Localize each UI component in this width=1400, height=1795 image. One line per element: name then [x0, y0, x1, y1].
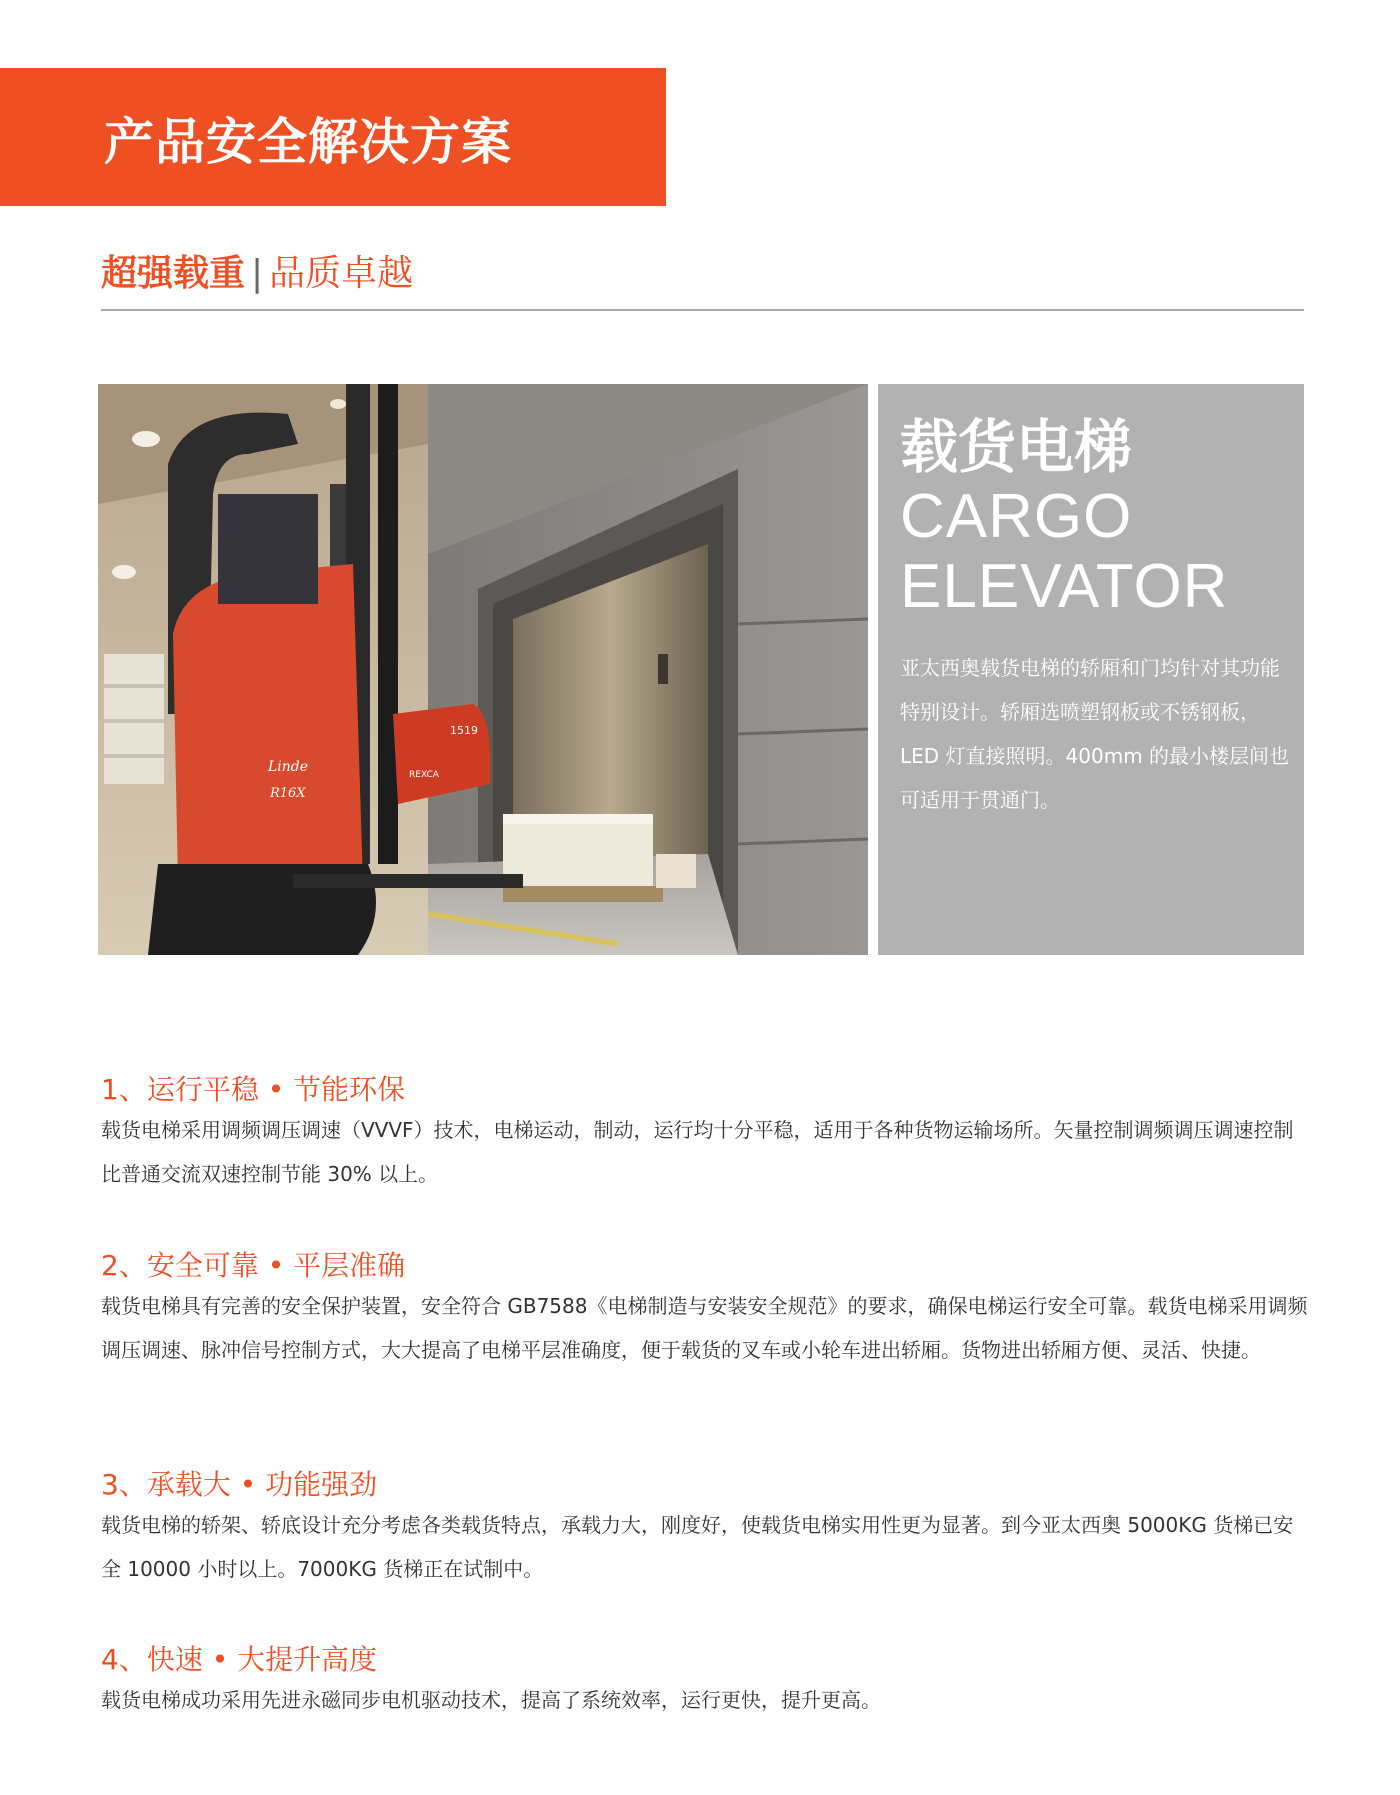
title-banner	[0, 68, 666, 206]
cargo-elevator-photo	[98, 384, 868, 955]
forklift-brand-label: Linde	[268, 759, 309, 775]
feature-section-1	[101, 1072, 1311, 1196]
forklift-number-label: 1519	[450, 724, 478, 737]
subtitle	[101, 252, 413, 296]
forklift-model-label: R16X	[270, 786, 306, 801]
feature-title: 1、运行平稳 • 节能环保	[101, 1073, 406, 1106]
feature-body: 载货电梯具有完善的安全保护装置，安全符合 GB7588《电梯制造与安装安全规范》的要求，确保电梯运行安全可靠。载货电梯采用调频调压调速、脉冲信号控制方式，大大提高了电梯平层准确度，便于载货的叉车或小轮车进出轿厢。货物进出轿厢方便、灵活、快捷。	[101, 1294, 1308, 1362]
page-title: 产品安全解决方案	[104, 113, 512, 171]
feature-section-2	[101, 1248, 1311, 1372]
feature-section-3	[101, 1467, 1311, 1591]
divider	[101, 309, 1304, 311]
feature-title: 4、快速 • 大提升高度	[101, 1643, 378, 1676]
feature-title: 2、安全可靠 • 平层准确	[101, 1249, 406, 1282]
feature-section-4	[101, 1642, 1311, 1722]
panel-en-line2: ELEVATOR	[900, 552, 1229, 621]
counterweight-badge-label: REXCA	[409, 770, 439, 780]
feature-title: 3、承载大 • 功能强劲	[101, 1468, 378, 1501]
feature-body: 载货电梯成功采用先进永磁同步电机驱动技术，提高了系统效率，运行更快，提升更高。	[101, 1688, 881, 1712]
feature-body: 载货电梯的轿架、轿底设计充分考虑各类载货特点，承载力大，刚度好，使载货电梯实用性更为显著。到今亚太西奥 5000KG 货梯已安全 10000 小时以上。7000KG 货梯正在试制中。	[101, 1513, 1294, 1581]
subtitle-light: 品质卓越	[269, 253, 414, 294]
subtitle-strong: 超强载重	[101, 253, 246, 294]
subtitle-separator: |	[251, 253, 264, 294]
panel-english-title	[900, 482, 1228, 622]
feature-body: 载货电梯采用调频调压调速（VVVF）技术，电梯运动，制动，运行均十分平稳，适用于各种货物运输场所。矢量控制调频调压调速控制比普通交流双速控制节能 30% 以上。	[101, 1118, 1294, 1186]
cargo-elevator-panel	[878, 384, 1304, 955]
panel-title: 载货电梯	[900, 413, 1133, 481]
panel-description: 亚太西奥载货电梯的轿厢和门均针对其功能特别设计。轿厢选喷塑钢板或不锈钢板，LED 灯直接照明。400mm 的最小楼层间也可适用于贯通门。	[900, 656, 1290, 812]
panel-en-line1: CARGO	[900, 482, 1133, 551]
